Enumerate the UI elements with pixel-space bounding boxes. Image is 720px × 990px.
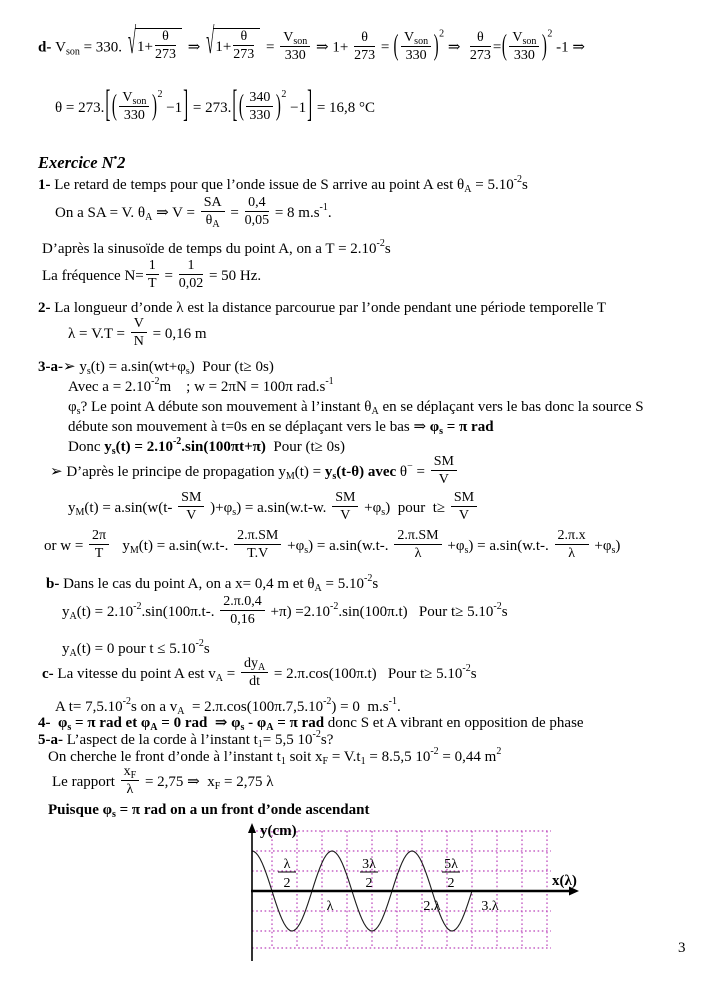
line-q3a-phi1: $\varphi_s$? Le point A débute son mouvement à l’instant $\theta_A$ en se déplaçant vers le bas donc la source S xyxy=(68,399,644,417)
line-q5a-puisque: Puisque $\varphi_s = \pi$ rad on a un front d’onde ascendant xyxy=(48,802,370,820)
line-q2-lambda: λ = V.T = $\frac{V}{N}$ = 0,16 m xyxy=(68,316,207,350)
line-q3a-ym1: $y_M(t) = a.\sin(w(t-$ $\frac{SM}{V}$ )$+\varphi_s) = a.\sin(w.t-w$. $\frac{SM}{V}$ $+\varphi_s$) pour t≥ $\frac{SM}{V}$ xyxy=(68,492,479,525)
y-axis-arrow-icon xyxy=(248,823,256,833)
figure-tick-label-den: 2 xyxy=(283,876,291,891)
line-q1-v: On a SA = V. $\theta_A$ ⇒ V = $\frac{SA}{\theta_A}$ = $\frac{0,4}{0,05}$ = 8 $m.s^{-1}$. xyxy=(55,195,332,231)
line-q1-T: D’après la sinusoïde de temps du point A, on a $T = 2.10^{-2}s$ xyxy=(42,238,391,257)
line-theta-result: θ = 273.[ ( $\frac{V_{son}}{330}$ )$^2$ −1] = 273.[ ( $\frac{340}{330}$ )$^2$ −1] = 16,8 °C xyxy=(55,85,376,127)
line-q3a: 3-a-➢ $y_s(t) = a.\sin(wt+\varphi_s)$ Pour (t≥ 0s) xyxy=(38,359,274,377)
line-q3b-ya0: $y_A(t) = 0$ pour $t \le 5.10^{-2}s$ xyxy=(62,638,210,659)
line-q2: 2- La longueur d’onde λ est la distance parcourue par l’onde pendant une période temporelle T xyxy=(38,300,607,316)
line-q3b: b- Dans le cas du point A, on a x= 0,4 m et $\theta_A = 5.10^{-2}s$ xyxy=(46,573,379,594)
line-q5a: 5-a- L’aspect de la corde à l’instant $t_1= 5,5$ $10^{-2}s$? xyxy=(38,729,334,750)
line-q1-N: La fréquence N= $\frac{1}{T}$ = $\frac{1}{0,02}$ = 50 Hz. xyxy=(42,258,262,292)
heading-exercice-2: Exercice N•2 xyxy=(38,153,126,172)
figure-tick-label: 3.λ xyxy=(481,899,499,914)
figure-x-axis-label: x(λ) xyxy=(552,873,577,889)
line-q3a-avec: Avec $a = 2.10^{-2}m$ ; w = 2πN = 100π $rad.s^{-1}$ xyxy=(68,376,334,395)
line-q3c: c- La vitesse du point A est $v_A$ = $\frac{dy_A}{dt}$ = 2.π.cos(100π.t) Pour $t\ge 5.10^{-2}s$ xyxy=(42,656,477,690)
line-q5a-front: On cherche le front d’onde à l’instant $t_1$ soit $x_F = V.t_1 = 8.5,5$ $10^{-2} = 0,44$ $m^2$ xyxy=(48,746,502,767)
line-q3a-propagation: ➢ D’après le principe de propagation $y_M(t) = y_s(t-\theta)$ avec θ− = $\frac{SM}{V}$ xyxy=(50,456,459,489)
line-q3a-ys: Donc $y_s(t) = 2.10^{-2}.\sin(100\pi t+\pi)$ Pour (t≥ 0s) xyxy=(68,436,345,457)
figure-tick-label-den: 2 xyxy=(447,876,455,891)
line-q3a-phi2: débute son mouvement à t=0s en se déplaçant vers le bas ⇒ $\varphi_s = \pi$ rad xyxy=(68,419,494,437)
radical-sign: √ xyxy=(206,23,215,63)
line-q3c-va: A $t= 7,5.10^{-2}s$ on a $v_A = 2.\pi.\cos(100\pi.7,5.10^{-2}) = 0$ $m.s^{-1}$. xyxy=(55,696,401,717)
line-q4: 4- $\varphi_s = \pi$ rad et $\varphi_A = 0$ rad ⇒ $\varphi_s - \varphi_A = \pi$ rad donc S et A vibrant en opposition de phase xyxy=(38,715,584,733)
figure-tick-label-den: 2 xyxy=(365,876,373,891)
line-q1: 1- Le retard de temps pour que l’onde issue de S arrive au point A est $\theta_A = 5.10^{-2}s$ xyxy=(38,174,528,195)
figure-tick-label: 2.λ xyxy=(423,899,441,914)
figure-tick-label-num: 5λ xyxy=(444,857,458,872)
figure-tick-label: λ xyxy=(326,899,334,914)
line-q5a-rapport: Le rapport $\frac{x_F}{\lambda}$ = 2,75 ⇒ $x_F = 2,75$ λ xyxy=(52,764,274,798)
page-number: 3 xyxy=(678,940,686,956)
line-q3a-ym2: or w = $\frac{2\pi}{T}$ $y_M(t) = a.\sin(w.t-$. $\frac{2.\pi.SM}{T.V}$ $+\varphi_s) = a.\sin(w.t-$. $\frac{2.\pi.SM}{\lambda}$ $+\varphi_s) = a.\sin(w.t-$. $\frac{2.\pi.x}{\lambda}$ $+\varphi_s$) xyxy=(44,528,621,562)
figure-grid xyxy=(252,831,551,948)
figure-tick-label-num: λ xyxy=(283,857,291,872)
radical-sign: √ xyxy=(127,23,137,63)
line-d-vson: d- $V_{son} = 330$. √ 1+ $\frac{\theta}{273}$ ⇒ √ 1+ $\frac{\theta}{273}$ = $\frac{V_{son}}{330}$ ⇒ 1+ $\frac{\theta}{273}$ = ( $\frac{V_{son}}{330}$ )$^2$ ⇒ $\frac{\theta}{273}$ =( $\frac{V_{son}}{330}$ )$^2$ -1 ⇒ xyxy=(38,30,585,66)
wave-figure xyxy=(242,818,594,978)
figure-y-axis-label: y(cm) xyxy=(260,823,297,839)
figure-tick-label-num: 3λ xyxy=(362,857,376,872)
line-q3b-ya: $y_A(t) = 2.10^{-2}.\sin(100\pi.t-$. $\frac{2.\pi.0,4}{0,16}$ $+\pi) =2.10^{-2}.\sin(100\pi.t)$ Pour $t\ge 5.10^{-2}s$ xyxy=(62,594,508,628)
